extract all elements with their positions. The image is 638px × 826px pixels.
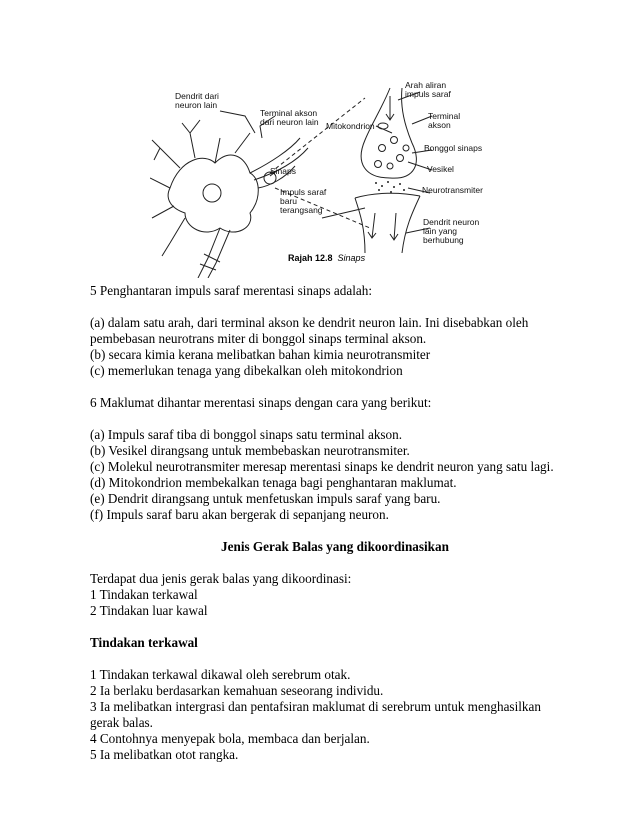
label-neurotransmiter: Neurotransmiter xyxy=(422,185,483,195)
receiving-dendrite xyxy=(355,196,420,253)
section6-line: (b) Vesikel dirangsang untuk membebaskan neurotransmiter. xyxy=(90,443,410,458)
label-terminal-akson-right: Terminal akson xyxy=(428,111,461,130)
terkawal-line: 3 Ia melibatkan intergrasi dan pentafsiran maklumat di serebrum untuk menghasilkan xyxy=(90,699,541,714)
nucleus xyxy=(203,184,221,202)
section6-line: (e) Dendrit dirangsang untuk menfetuskan impuls saraf yang baru. xyxy=(90,491,441,506)
section5-title: 5 Penghantaran impuls saraf merentasi sinaps adalah: xyxy=(90,283,372,298)
section5-line: (c) memerlukan tenaga yang dibekalkan oleh mitokondrion xyxy=(90,363,403,378)
section6-line: (a) Impuls saraf tiba di bonggol sinaps satu terminal akson. xyxy=(90,427,403,442)
section6-line: (d) Mitokondrion membekalkan tenaga bagi penghantaran maklumat. xyxy=(90,475,457,490)
label-bonggol-sinaps: Bonggol sinaps xyxy=(424,143,483,153)
terkawal-line: 1 Tindakan terkawal dikawal oleh serebrum otak. xyxy=(90,667,351,682)
label-mitokondrion: Mitokondrion xyxy=(326,121,375,131)
neuron-body xyxy=(168,155,258,232)
terkawal-line: 4 Contohnya menyepak bola, membaca dan berjalan. xyxy=(90,731,370,746)
terkawal-line: 5 Ia melibatkan otot rangka. xyxy=(90,747,239,762)
synapse-figure xyxy=(150,78,530,278)
intro-line: Terdapat dua jenis gerak balas yang dikoordinasi: xyxy=(90,571,352,586)
figure-caption xyxy=(288,253,365,263)
label-vesikel: Vesikel xyxy=(427,164,454,174)
heading-jenis-gerak-balas: Jenis Gerak Balas yang dikoordinasikan xyxy=(221,539,449,554)
caption-number: Rajah 12.8 xyxy=(288,253,333,263)
label-impuls-saraf-baru: Impuls saraf baru terangsang xyxy=(280,187,327,215)
section5-line: (a) dalam satu arah, dari terminal akson ke dendrit neuron lain. Ini disebabkan oleh xyxy=(90,315,529,330)
section5-line: pembebasan neurotrans miter di bonggol sinaps terminal akson. xyxy=(90,331,427,346)
intro-line: 1 Tindakan terkawal xyxy=(90,587,198,602)
terkawal-line: gerak balas. xyxy=(90,715,153,730)
label-dendrit-neuron-lain: Dendrit neuron lain yang berhubung xyxy=(423,217,480,245)
section6-line: (f) Impuls saraf baru akan bergerak di sepanjang neuron. xyxy=(90,507,389,522)
section6-title: 6 Maklumat dihantar merentasi sinaps dengan cara yang berikut: xyxy=(90,395,432,410)
intro-line: 2 Tindakan luar kawal xyxy=(90,603,208,618)
section6-line: (c) Molekul neurotransmiter meresap merentasi sinaps ke dendrit neuron yang satu lagi. xyxy=(90,459,554,474)
label-dendrit-dari: Dendrit dari neuron lain xyxy=(175,91,219,110)
label-terminal-akson: Terminal akson dari neuron lain xyxy=(260,108,319,127)
label-arah-aliran: Arah aliran impuls saraf xyxy=(405,80,451,99)
body-text xyxy=(90,283,580,763)
synaptic-knob xyxy=(361,88,416,178)
caption-title: Sinaps xyxy=(337,253,366,263)
heading-tindakan-terkawal: Tindakan terkawal xyxy=(90,635,198,650)
label-sinaps: Sinaps xyxy=(270,166,296,176)
terkawal-line: 2 Ia berlaku berdasarkan kemahuan seseorang individu. xyxy=(90,683,384,698)
section5-line: (b) secara kimia kerana melibatkan bahan kimia neurotransmiter xyxy=(90,347,431,362)
